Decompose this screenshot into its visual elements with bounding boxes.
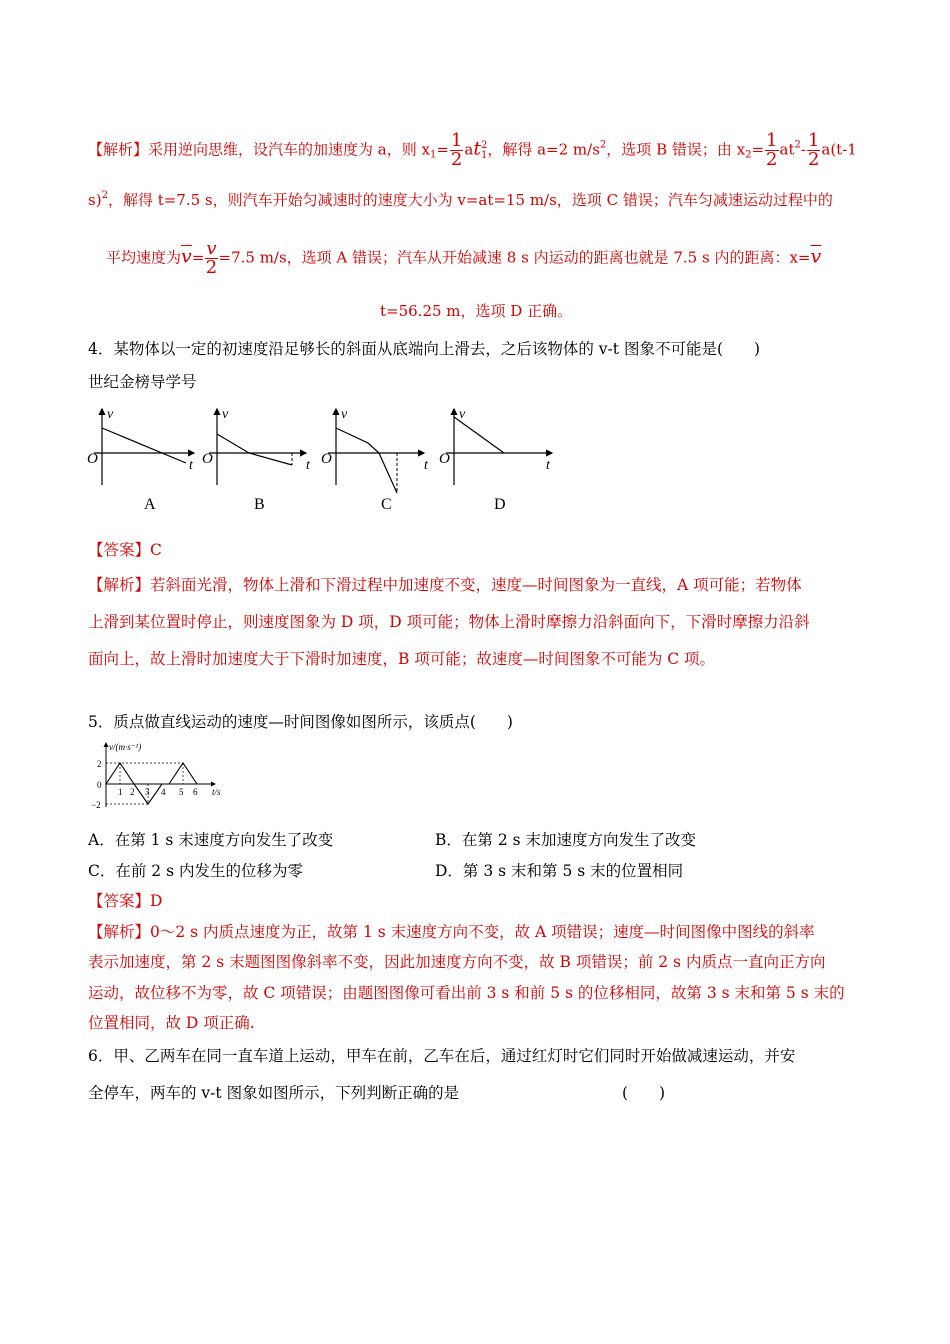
q4-question: 4．某物体以一定的初速度沿足够长的斜面从底端向上滑去，之后该物体的 v-t 图象不可能是( ) [88, 340, 761, 358]
numerator: 1 [450, 130, 463, 151]
graph-a [87, 407, 194, 513]
q5-analysis-line-2: 表示加速度，第 2 s 末题图图像斜率不变，因此加速度方向不变，故 B 项错误；前 2 s 内质点一直向正方向 [88, 953, 826, 971]
graph-line [336, 428, 397, 493]
t-label: t [424, 458, 428, 473]
q5-option-d[interactable]: D．第 3 s 末和第 5 s 末的位置相同 [435, 862, 684, 880]
fraction [450, 132, 463, 169]
q4-watermark: 世纪金榜导学号 [88, 373, 197, 391]
fraction [807, 132, 820, 169]
text: = [436, 140, 449, 159]
v-label: v [222, 407, 229, 422]
origin-label: O [321, 451, 332, 467]
text: - [800, 140, 806, 159]
denominator: 2 [807, 149, 820, 170]
numerator: v [206, 238, 217, 259]
x-tick: 6 [193, 787, 198, 797]
y-tick: −2 [91, 800, 101, 810]
graph-line [217, 434, 292, 465]
q4-analysis-line-3: 面向上，故上滑时加速度大于下滑时加速度，B 项可能；故速度—时间图象不可能为 C 项。 [88, 650, 716, 668]
q5-analysis-line-3: 运动，故位移不为零，故 C 项错误；由题图图像可看出前 3 s 和前 5 s 的位移相同，故第 3 s 末和第 5 s 末的 [88, 984, 845, 1002]
x-tick: 1 [118, 787, 123, 797]
fraction [205, 240, 217, 277]
q4-graphs [84, 405, 584, 520]
superscript: 2 [794, 139, 801, 151]
x-tick: 5 [179, 787, 184, 797]
superscript: 2 [599, 139, 607, 151]
q3-analysis-line-1 [88, 132, 857, 169]
q5-answer: 【答案】D [88, 892, 163, 910]
v-bar: $\overline{v}$ [810, 245, 822, 268]
q4-answer: 【答案】C [88, 541, 162, 559]
x-tick: 2 [130, 787, 135, 797]
x-tick: 3 [145, 787, 150, 797]
q4-analysis-line-1: 【解析】若斜面光滑，物体上滑和下滑过程中加速度不变，速度—时间图象为一直线，A 项可能；若物体 [88, 576, 802, 594]
v-bar: $\overline{v}$ [181, 245, 192, 268]
q5-option-c[interactable]: C．在前 2 s 内发生的位移为零 [88, 862, 303, 880]
subscript: 2 [745, 149, 752, 161]
text: = [751, 140, 765, 159]
graph-a-label: A [144, 496, 156, 513]
graph-line [454, 417, 504, 453]
text: ，解得 a=2 m/s [487, 140, 600, 159]
fraction [765, 132, 778, 169]
t-label: t [546, 458, 550, 473]
origin-label: O [87, 451, 98, 467]
v-label: v [341, 407, 348, 422]
text: a [464, 140, 474, 159]
q6-question-line-1: 6．甲、乙两车在同一直车道上运动，甲车在前，乙车在后，通过红灯时它们同时开始做减速运动，并安 [88, 1047, 796, 1065]
analysis-tag: 【解析】 [88, 140, 149, 159]
text: at [779, 140, 795, 159]
superscript: 2 [101, 190, 108, 201]
text: ，选项 B 错误；由 x [606, 140, 746, 159]
text: =7.5 m/s，选项 A 错误；汽车从开始减速 8 s 内运动的距离也就是 7.5 s 内的距离：x= [218, 248, 811, 267]
superscript: 2 [480, 139, 488, 151]
denominator: 2 [766, 149, 778, 170]
x-axis-label: t/s [212, 787, 221, 797]
t-label: t [189, 458, 193, 473]
q3-analysis-line-2 [88, 190, 833, 209]
graph-b-label: B [254, 496, 265, 513]
q5-question: 5．质点做直线运动的速度—时间图像如图所示，该质点( ) [88, 713, 513, 731]
q5-option-b[interactable]: B．在第 2 s 末加速度方向发生了改变 [435, 831, 696, 849]
text: ，解得 t=7.5 s，则汽车开始匀减速时的速度大小为 v=at=15 m/s，选项 C 错误；汽车匀减速运动过程中的 [107, 191, 833, 209]
denominator: 2 [450, 149, 463, 170]
t-label: t [306, 458, 310, 473]
q6-question-line-2: 全停车，两车的 v-t 图象如图所示，下列判断正确的是 [88, 1084, 460, 1102]
text: = [191, 248, 205, 267]
numerator: 1 [807, 130, 820, 151]
graph-c [321, 407, 429, 513]
y-axis-label: v/(m·s⁻¹) [109, 742, 142, 752]
v-label: v [459, 407, 466, 422]
q3-analysis-line-3 [106, 240, 821, 277]
x-tick: 4 [161, 787, 166, 797]
subscript: 1 [429, 149, 437, 161]
q3-analysis-line-4: t=56.25 m，选项 D 正确。 [380, 302, 573, 320]
italic-var: t [473, 137, 481, 160]
numerator: 1 [766, 130, 778, 151]
q5-graph [88, 740, 248, 810]
y-tick: 2 [97, 759, 102, 769]
text: 采用逆向思维，设汽车的加速度为 a，则 x [148, 140, 430, 159]
denominator: 2 [205, 257, 218, 278]
q5-option-a[interactable]: A．在第 1 s 末速度方向发生了改变 [88, 831, 334, 849]
q4-analysis-line-2: 上滑到某位置时停止，则速度图象为 D 项，D 项可能；物体上滑时摩擦力沿斜面向下，下滑时摩擦力沿斜 [88, 613, 810, 631]
v-label: v [107, 407, 114, 422]
graph-d [439, 407, 552, 513]
text: 平均速度为 [106, 248, 182, 267]
subscript: 1 [480, 149, 488, 161]
text: s) [88, 191, 102, 209]
q5-analysis-line-1: 【解析】0～2 s 内质点速度为正，故第 1 s 末速度方向不变，故 A 项错误；速度—时间图像中图线的斜率 [88, 923, 815, 941]
graph-d-label: D [494, 496, 506, 513]
graph-line [102, 428, 186, 463]
graph-b [202, 407, 311, 513]
q6-answer-bracket: ( ) [622, 1084, 666, 1102]
origin-label: O [439, 451, 450, 467]
q5-analysis-line-4: 位置相同，故 D 项正确. [88, 1014, 255, 1032]
origin-label: O [202, 451, 213, 467]
y-tick: 0 [97, 780, 102, 790]
text: a(t-1 [821, 140, 857, 159]
graph-c-label: C [381, 496, 392, 513]
